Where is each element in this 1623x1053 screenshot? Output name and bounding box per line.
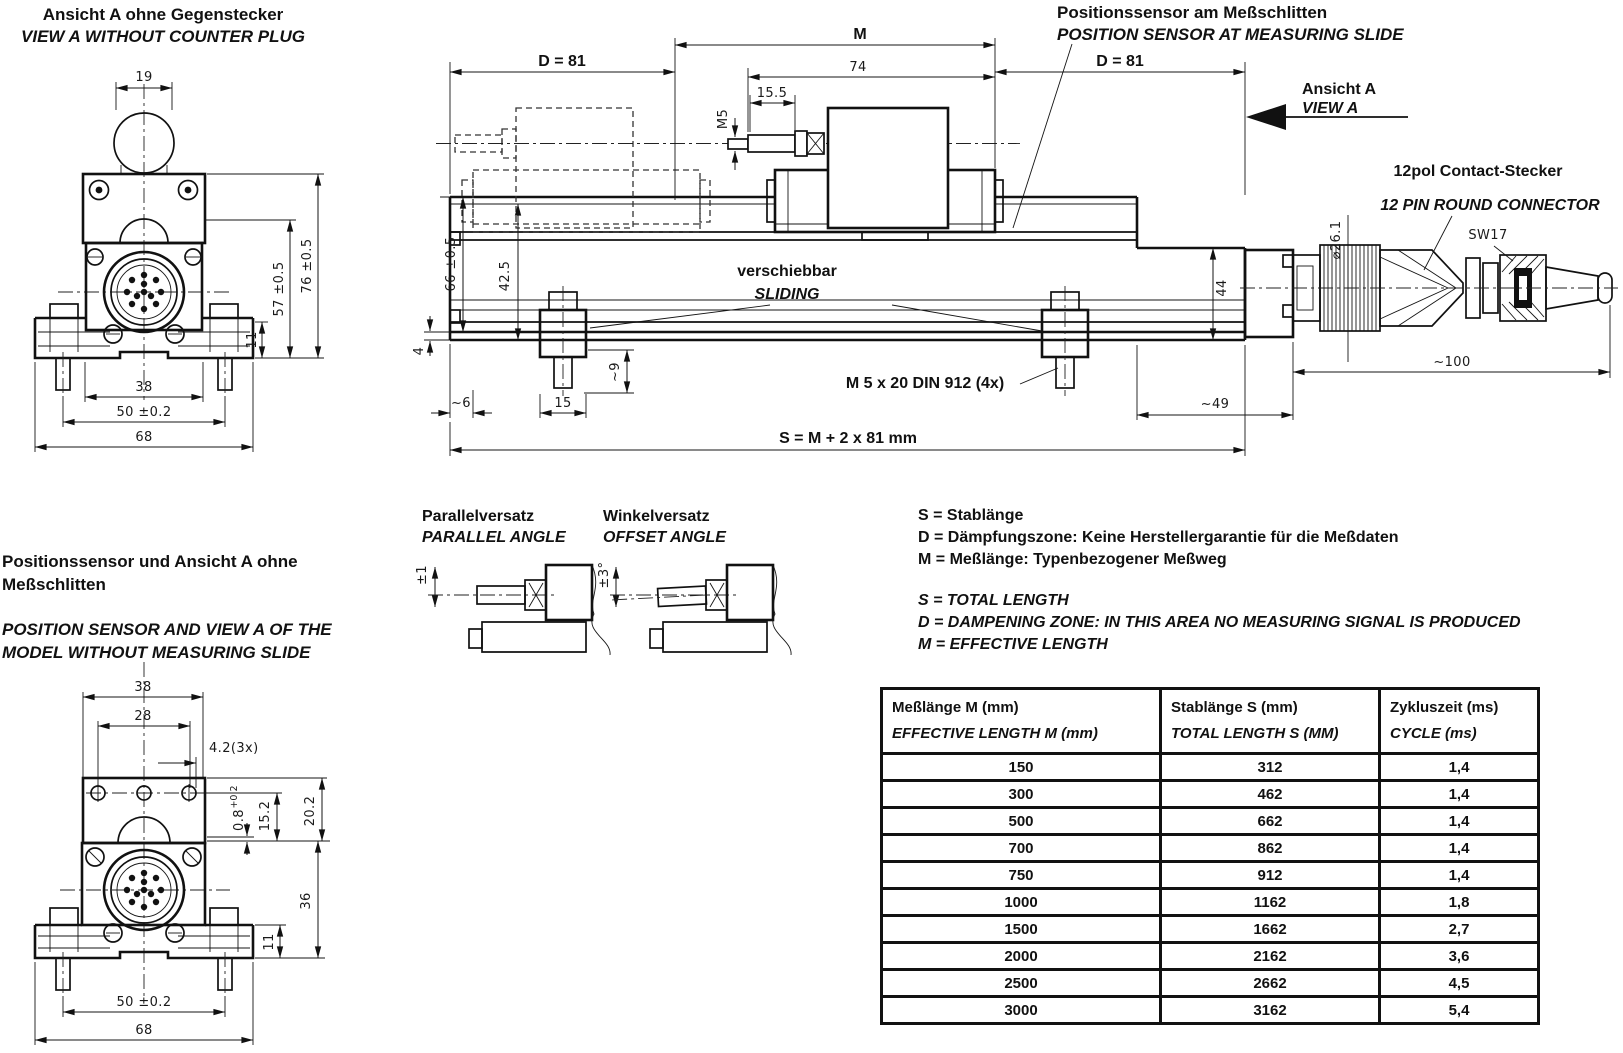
spec-table-wrap <box>880 687 1540 1025</box>
col-header-effective-length-en: EFFECTIVE LENGTH M (mm) <box>892 725 1098 742</box>
sliding-label-en: SLIDING <box>754 286 820 303</box>
cell-m: 3000 <box>882 997 1161 1024</box>
dim-b68: 68 <box>135 1023 153 1038</box>
legend-de-d: D = Dämpfungszone: Keine Herstellergarantie für die Meßdaten <box>918 529 1399 546</box>
cell-m: 300 <box>882 781 1161 808</box>
cell-cycle: 2,7 <box>1380 916 1539 943</box>
dim-b36: 36 <box>299 892 314 910</box>
dim-49: ~49 <box>1200 397 1230 412</box>
dim-44: 44 <box>1215 279 1230 297</box>
spec-table <box>880 687 1540 1025</box>
bottom-left-en2: MODEL WITHOUT MEASURING SLIDE <box>2 643 311 662</box>
table-row <box>882 943 1539 970</box>
cell-s: 312 <box>1161 754 1380 781</box>
cell-s: 462 <box>1161 781 1380 808</box>
table-row <box>882 889 1539 916</box>
col-header-cycle-de: Zykluszeit (ms) <box>1390 699 1499 716</box>
cell-cycle: 1,4 <box>1380 862 1539 889</box>
dim-42-5: 42.5 <box>498 260 513 292</box>
dim-sw17: SW17 <box>1468 228 1508 243</box>
view-a-arrow-icon <box>1246 104 1286 130</box>
sliding-label-de: verschiebbar <box>737 263 837 280</box>
cell-cycle: 4,5 <box>1380 970 1539 997</box>
col-header-effective-length-de: Meßlänge M (mm) <box>892 699 1019 716</box>
cell-cycle: 1,4 <box>1380 754 1539 781</box>
col-header-effective-length <box>882 689 1161 754</box>
bottom-left-en1: POSITION SENSOR AND VIEW A OF THE <box>2 620 332 639</box>
formula-label: S = M + 2 x 81 mm <box>779 430 917 447</box>
title-top-right-de: Positionssensor am Meßschlitten <box>1057 3 1328 22</box>
parallel-title <box>422 506 566 548</box>
dim-b50: 50 ±0.2 <box>116 995 172 1010</box>
cell-cycle: 3,6 <box>1380 943 1539 970</box>
dim-M5: M5 <box>716 108 731 130</box>
cell-m: 150 <box>882 754 1161 781</box>
spec-table-header-row <box>882 689 1539 754</box>
cell-s: 2662 <box>1161 970 1380 997</box>
dim-76: 76 ±0.5 <box>300 238 315 294</box>
dim-15-5: 15.5 <box>756 86 788 101</box>
dim-50: 50 ±0.2 <box>116 405 172 420</box>
table-row <box>882 862 1539 889</box>
cell-cycle: 5,4 <box>1380 997 1539 1024</box>
legend-block <box>918 505 1521 656</box>
dim-D81-right: D = 81 <box>1096 53 1144 70</box>
dim-15: 15 <box>554 396 572 411</box>
dim-b08-tol: +0.2 <box>229 785 240 809</box>
title-top-left-de: Ansicht A ohne Gegenstecker <box>42 5 284 24</box>
dim-9: ~9 <box>608 362 623 382</box>
cell-cycle: 1,4 <box>1380 781 1539 808</box>
view-a-label-en: VIEW A <box>1302 100 1359 117</box>
col-header-total-length-de: Stablänge S (mm) <box>1171 699 1298 716</box>
table-row <box>882 835 1539 862</box>
dim-74: 74 <box>849 60 867 75</box>
connector-label-de: 12pol Contact-Stecker <box>1393 163 1563 180</box>
cell-s: 1162 <box>1161 889 1380 916</box>
title-top-left-en: VIEW A WITHOUT COUNTER PLUG <box>21 27 305 46</box>
table-row <box>882 781 1539 808</box>
cell-m: 2000 <box>882 943 1161 970</box>
cell-s: 1662 <box>1161 916 1380 943</box>
offset-title <box>603 506 726 548</box>
dim-dia26-1: ⌀26.1 <box>1329 220 1344 260</box>
table-row <box>882 997 1539 1024</box>
screw-note-label: M 5 x 20 DIN 912 (4x) <box>845 375 1005 392</box>
cell-m: 700 <box>882 835 1161 862</box>
offset-title-en: OFFSET ANGLE <box>603 529 726 546</box>
view-a-label-de: Ansicht A <box>1302 81 1377 98</box>
cell-m: 750 <box>882 862 1161 889</box>
dim-plus-minus-1: ±1 <box>415 565 430 585</box>
cell-s: 2162 <box>1161 943 1380 970</box>
col-header-total-length-en: TOTAL LENGTH S (MM) <box>1171 725 1339 742</box>
dim-100: ~100 <box>1433 355 1471 370</box>
title-top-right-en: POSITION SENSOR AT MEASURING SLIDE <box>1057 25 1404 44</box>
dim-68: 68 <box>135 430 153 445</box>
dim-b42: 4.2(3x) <box>209 741 259 756</box>
col-header-cycle <box>1380 689 1539 754</box>
parallel-title-en: PARALLEL ANGLE <box>422 529 566 546</box>
connector-pins <box>124 272 164 312</box>
dim-6: ~6 <box>451 396 471 411</box>
cell-m: 2500 <box>882 970 1161 997</box>
cell-s: 912 <box>1161 862 1380 889</box>
cell-cycle: 1,8 <box>1380 889 1539 916</box>
dim-M: M <box>853 26 867 43</box>
cell-s: 862 <box>1161 835 1380 862</box>
title-top-left <box>8 4 318 48</box>
col-header-total-length <box>1161 689 1380 754</box>
position-sensor <box>728 108 948 228</box>
legend-en <box>918 590 1521 656</box>
ghost-sensor <box>455 108 710 232</box>
dim-b38: 38 <box>134 680 152 695</box>
table-row <box>882 754 1539 781</box>
parallel-title-de: Parallelversatz <box>422 508 535 525</box>
dim-b152: 15.2 <box>258 800 273 832</box>
dim-66: 66 ±0.5 <box>444 236 459 292</box>
bottom-left-title <box>2 550 332 664</box>
cell-s: 662 <box>1161 808 1380 835</box>
dim-b08: 0.8 <box>232 809 247 831</box>
parallel-offset-views <box>415 562 791 655</box>
cell-m: 1500 <box>882 916 1161 943</box>
connector-pins-b <box>124 870 164 910</box>
bottom-left-de2: Meßschlitten <box>2 575 106 594</box>
main-side-view <box>412 26 1618 456</box>
front-view-b <box>35 662 330 1045</box>
bottom-left-de1: Positionssensor und Ansicht A ohne <box>2 552 298 571</box>
cell-m: 500 <box>882 808 1161 835</box>
cell-cycle: 1,4 <box>1380 835 1539 862</box>
dim-D81-left: D = 81 <box>538 53 586 70</box>
dim-19: 19 <box>135 70 153 85</box>
legend-de-s: S = Stablänge <box>918 507 1024 524</box>
dim-4: 4 <box>412 346 427 356</box>
legend-en-s: S = TOTAL LENGTH <box>918 592 1069 609</box>
table-row <box>882 808 1539 835</box>
dim-b28: 28 <box>134 709 152 724</box>
legend-en-m: M = EFFECTIVE LENGTH <box>918 636 1108 653</box>
dim-57: 57 ±0.5 <box>272 261 287 317</box>
col-header-cycle-en: CYCLE (ms) <box>1390 725 1477 742</box>
table-row <box>882 970 1539 997</box>
offset-title-de: Winkelversatz <box>603 508 710 525</box>
legend-de-m: M = Meßlänge: Typenbezogener Meßweg <box>918 551 1227 568</box>
cell-m: 1000 <box>882 889 1161 916</box>
dim-plus-minus-3deg: ±3° <box>597 561 612 589</box>
connector-label-en: 12 PIN ROUND CONNECTOR <box>1380 197 1600 214</box>
cell-cycle: 1,4 <box>1380 808 1539 835</box>
title-top-right <box>1057 2 1404 46</box>
dim-b202: 20.2 <box>303 795 318 827</box>
front-view-a <box>35 70 324 452</box>
legend-en-d: D = DAMPENING ZONE: IN THIS AREA NO MEASURING SIGNAL IS PRODUCED <box>918 614 1521 631</box>
dim-11: 11 <box>245 331 260 349</box>
cell-s: 3162 <box>1161 997 1380 1024</box>
legend-de <box>918 505 1521 571</box>
dim-b11: 11 <box>262 933 277 951</box>
dim-38: 38 <box>135 380 153 395</box>
table-row <box>882 916 1539 943</box>
